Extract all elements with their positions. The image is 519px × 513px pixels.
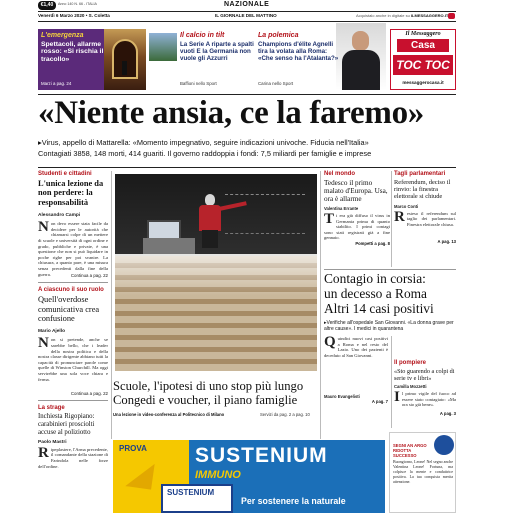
theatre-image [104, 29, 146, 90]
ad-product-box [161, 484, 233, 513]
photo-caption-title[interactable]: Scuole, l'ipotesi di uno stop più lungo Congedi e voucher, il piano famiglie [113, 379, 304, 407]
left-title-3[interactable]: Inchiesta Rigopiano: carabinieri prosciolti accuse al poliziotto [38, 413, 95, 437]
nel-mondo-text: Ti era già diffuso il virus in Germania prima di quanto stabilito. I primi contagi sono stati registrati già a fine gennaio. [324, 211, 390, 241]
classroom-floor-shade [115, 256, 317, 296]
nel-mondo-title[interactable]: Tedesco il primo malato d'Europa. Usa, ora è allarme [324, 179, 388, 203]
corsia-title-3[interactable]: Altri 14 casi positivi [324, 301, 434, 316]
corsia-ref[interactable]: A pag. 7 [371, 399, 388, 404]
dropcap-q: Q [324, 334, 336, 350]
mondo-divider [391, 171, 392, 267]
sustenium-ad[interactable] [113, 440, 385, 513]
price: €1,40 [40, 2, 54, 8]
teaser-3-section: La polemica [258, 32, 299, 39]
left-cont-2[interactable]: Continua a pag. 22 [70, 391, 108, 397]
teaser-calcio[interactable] [149, 29, 255, 90]
lectern-monitor [147, 220, 181, 240]
nel-mondo-sec: Nel mondo [324, 171, 355, 177]
teaser-3-ref: Carina nello Sport [258, 81, 294, 86]
teaser-1-ref: Marzi a pag. 24 [41, 81, 72, 86]
left-text-1: Non devo essere stata facile da decidere per le autorità che chiamarsi colpe di un mettere di scuole e università di ogni ordine e grado, pubbliche e private, è una questione che non si può liquidare in poche righe per poi svanire. La chiusura, a quanto pare, è una misura senza precedenti dalla fine della guerra. [38, 219, 108, 277]
corsia-title-2[interactable]: un decesso a Roma [324, 286, 428, 301]
tagli-text: Resteso il referendum sul taglio dei parlamentari. Finestra elettorale chiusa. [394, 208, 456, 227]
professor-body [199, 205, 221, 231]
teaser-2-ref: Baffioni nello Sport [180, 81, 217, 86]
pompiere-title[interactable]: «Sto guarendo a colpi di serie tv e libri» [394, 368, 455, 382]
tagli-title[interactable]: Referendum, deciso il rinvio: la finestra elettorale si chiude [394, 179, 451, 201]
pompiere [394, 360, 456, 430]
corsia-body [324, 336, 388, 426]
left-cont-1[interactable]: Continua a pag. 22 [70, 273, 108, 279]
pompiere-author: Camilla Mozzetti [394, 384, 427, 389]
theatre-figure [122, 61, 127, 75]
side-ad-title: SEGNI AN ARGO RIDOTTA SUCCESSO [393, 443, 427, 458]
tagli-ref[interactable]: A pag. 13 [437, 238, 456, 244]
masthead-rule-top [38, 11, 456, 12]
nel-mondo-author: Valentina Errante [324, 206, 359, 211]
left-author-1: Alessandro Campi [38, 213, 81, 219]
casa-url: messaggerocasa.it [402, 80, 444, 85]
left-sec-2: A ciascuno il suo ruolo [38, 287, 104, 294]
center-divider [320, 171, 321, 439]
ad-sub: IMMUNO [195, 469, 241, 481]
casa-title: Casa [397, 39, 449, 52]
digital-note: Acquistalo anche in digitale su ILMESSAGGERO.IT [356, 13, 449, 18]
teaser-1-section: L'emergenza [41, 32, 84, 39]
price-note: Anno 140 N. 66 - ITALIA [58, 2, 97, 6]
left-title-2[interactable]: Quell'overdose comunicativa crea confusione [38, 295, 100, 324]
price-badge [38, 1, 56, 10]
dropcap-i: I [394, 389, 400, 405]
dropcap-n: N [38, 219, 49, 236]
subhead-1: ▸Virus, appello di Mattarella: «Momento impegnativo, seguire indicazioni univoche. Fiducia nell'Italia» [38, 138, 369, 147]
casa-slogan: TOC TOC [393, 55, 453, 75]
dropcap-r: R [38, 444, 49, 461]
side-ad[interactable] [389, 432, 456, 513]
dropcap-n2: N [38, 335, 49, 352]
lecture-photo [115, 174, 317, 371]
left-title-1[interactable]: L'unica lezione da non perdere: la responsabilità [38, 179, 104, 207]
left-text-2: Non si pretende, anche se sarebbe bello, che i leader della nostra politica e della nostra classe dirigente abbiano tutti la capacità di pronunciare parole come quelle di Winston Churchill. Ma oggi servirebbe una sola voce chiara e ferma. [38, 335, 108, 382]
agnelli-head [352, 31, 369, 51]
digital-badge [448, 13, 455, 19]
tagli-parlamentari [394, 171, 456, 268]
corsia-author: Mauro Evangelisti [324, 394, 360, 399]
corsia-text: Quindici nuovi casi positivi a Roma e nel resto del Lazio. Uno dei pazienti è deceduto al San Giovanni. [324, 334, 388, 358]
agnelli-body [342, 50, 380, 90]
corsia-sub: ▸Verifiche all'ospedale San Giovanni. «La donna grave per altre cause». I medici in quarantena [324, 320, 454, 332]
teaser-emergenza[interactable] [38, 29, 146, 90]
tagli-sec: Tagli parlamentari [394, 171, 446, 177]
photo-caption-note: Una lezione in video-conferenza al Politecnico di Milano [113, 412, 225, 417]
paper-name: IL GIORNALE DEL MATTINO [215, 13, 277, 18]
left-author-2: Mario Ajello [38, 329, 66, 335]
subhead-rule [38, 167, 456, 168]
nel-mondo-ref[interactable]: Pompetti a pag. 8 [355, 241, 390, 246]
casa-brand: Il Messaggero [405, 31, 441, 37]
teaser-polemica[interactable] [256, 29, 390, 90]
ad-product-label: SUSTENIUM [167, 488, 215, 497]
pompiere-text: Il primo vigile del fuoco ad essere stato contagiato: «Ma ora sto già bene». [394, 389, 456, 408]
blackboard-writing [225, 194, 305, 234]
left-column [38, 171, 108, 513]
left-author-3: Paolo Mastri [38, 439, 67, 445]
nel-mondo [324, 171, 390, 268]
pompiere-ref[interactable]: A pag. 3 [439, 411, 456, 416]
corsia-title-1[interactable]: Contagio in corsia: [324, 271, 426, 286]
lectern-desk [143, 238, 195, 254]
teaser-3-text: Champions d'élite Agnelli tira la volata alla Roma: «Che senso ha l'Atalanta?» [258, 41, 339, 62]
masthead-rule-bottom [38, 21, 456, 22]
side-ad-text: Buongiorno, Leone! Nel segno anche Valentina Leone! Fortuna, ma colpisce la mente e conduttrice positiva. La tua conquista merita attenzione. [393, 459, 453, 484]
date-line: Venerdì 6 Marzo 2020 • S. Coletta [38, 13, 110, 18]
left-text-3: Ripeplastere, l'Arma precedente, il comandante della stazione di Farindola nelle forze dell'ordine. [38, 444, 108, 469]
left-column-divider [111, 171, 112, 439]
subhead-2: Contagiati 3858, 148 morti, 414 guariti. Il governo raddoppia i fondi: 7,5 miliardi per famiglie e imprese [38, 149, 372, 158]
main-headline: «Niente ansia, ce la faremo» [38, 95, 424, 131]
pompiere-sec: Il pompiere [394, 360, 427, 366]
agnelli-photo [336, 23, 386, 90]
ad-tag: PROVA [119, 444, 147, 453]
ad-arrow-icon [125, 460, 154, 489]
ad-slogan: Per sostenere la naturale [241, 496, 346, 506]
side-ad-badge-icon [434, 435, 454, 455]
teaser-1-text: Spettacoli, allarme rosso: «Si rischia il tracollo» [41, 41, 104, 63]
dropcap-r2: R [394, 208, 405, 225]
corsia-divider [391, 336, 392, 428]
teaser-2-section: Il calcio in tilt [180, 32, 225, 39]
stadium-thumb [149, 33, 177, 61]
photo-caption-ref[interactable]: Servizi da pag. 2 a pag. 10 [260, 412, 310, 417]
ad-brand: SUSTENIUM [195, 444, 328, 467]
left-sec-1: Studenti e cittadini [38, 171, 92, 177]
corsia-rule [324, 269, 456, 270]
professor-legs [202, 230, 218, 248]
edition-label: NAZIONALE [224, 1, 270, 8]
dropcap-t: T [324, 211, 335, 227]
teaser-2-text: La Serie A riparte a spalti vuoti E la Germania non vuole gli Azzurri [180, 41, 254, 62]
tagli-author: Marco Conti [394, 203, 419, 209]
left-sec-3: La strage [38, 405, 65, 412]
casa-ad[interactable] [390, 29, 456, 90]
